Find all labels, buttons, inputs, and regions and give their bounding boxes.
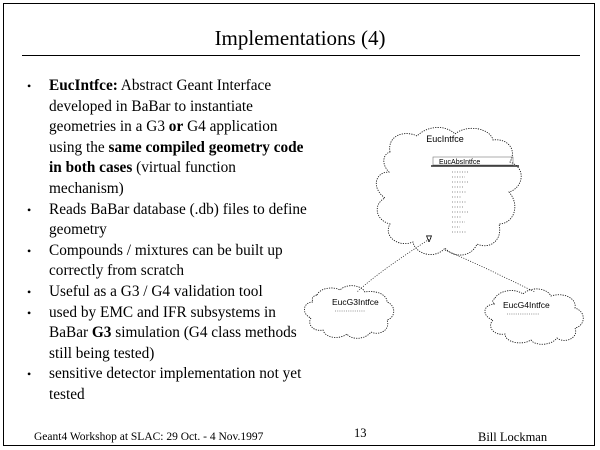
title-divider xyxy=(22,55,580,56)
bullet-text-bold: or xyxy=(168,118,184,136)
bullet-dot-icon: • xyxy=(27,305,32,320)
bullet-text: Reads BaBar database (.db) files to define geometry xyxy=(49,200,307,239)
bullet-item xyxy=(24,200,314,241)
bullet-item xyxy=(24,282,314,303)
connector-right xyxy=(445,250,535,292)
bullet-text: used by EMC and IFR subsystems in BaBar xyxy=(49,303,276,342)
bullet-list xyxy=(24,76,314,406)
bullet-dot-icon: • xyxy=(27,202,32,217)
footer-event: Geant4 Workshop at SLAC: 29 Oct. - 4 Nov.1997 xyxy=(34,431,264,443)
inheritance-marker-icon: ∇ xyxy=(426,234,433,244)
left-cloud-label: EucG3Intfce xyxy=(332,297,379,307)
left-cloud xyxy=(304,286,393,339)
bullet-dot-icon: • xyxy=(27,79,32,93)
bullet-text-bold: EucIntfce: xyxy=(49,77,118,94)
bullet-text: (virtual function mechanism) xyxy=(49,159,236,197)
bullet-text: sensitive detector implementation not yet tested xyxy=(49,365,302,403)
slide-title: Implementations (4) xyxy=(214,26,386,50)
top-cloud-label: EucIntfce xyxy=(426,134,464,144)
bullet-item xyxy=(24,241,314,282)
bullet-text: Useful as a G3 / G4 validation tool xyxy=(49,282,263,300)
class-box-label: EucAbsIntfce xyxy=(439,159,481,166)
bullet-text: G4 application using the xyxy=(49,118,278,156)
method-list xyxy=(452,172,469,232)
bullet-dot-icon: • xyxy=(27,284,32,299)
bullet-text: Compounds / mixtures can be built up correctly from scratch xyxy=(49,241,283,280)
class-diagram xyxy=(295,120,600,350)
top-cloud xyxy=(376,127,521,255)
connector-left xyxy=(357,238,431,292)
bullet-item xyxy=(24,303,314,365)
bullet-text-bold: same compiled geometry code in both cases xyxy=(49,138,304,177)
bullet-dot-icon: • xyxy=(27,367,32,382)
footer-author: Bill Lockman xyxy=(478,430,548,444)
right-cloud-label: EucG4Intfce xyxy=(503,300,550,310)
bullet-text: simulation (G4 class methods still being tested) xyxy=(49,324,297,362)
right-cloud xyxy=(485,289,583,344)
bullet-dot-icon: • xyxy=(27,243,32,258)
bullet-text-bold: G3 xyxy=(91,324,112,342)
page-number: 13 xyxy=(354,426,367,440)
bullet-item xyxy=(24,76,314,200)
bullet-item xyxy=(24,364,314,405)
bullet-text: Abstract Geant Interface developed in BaBar to instantiate geometries in a G3 xyxy=(49,77,272,136)
